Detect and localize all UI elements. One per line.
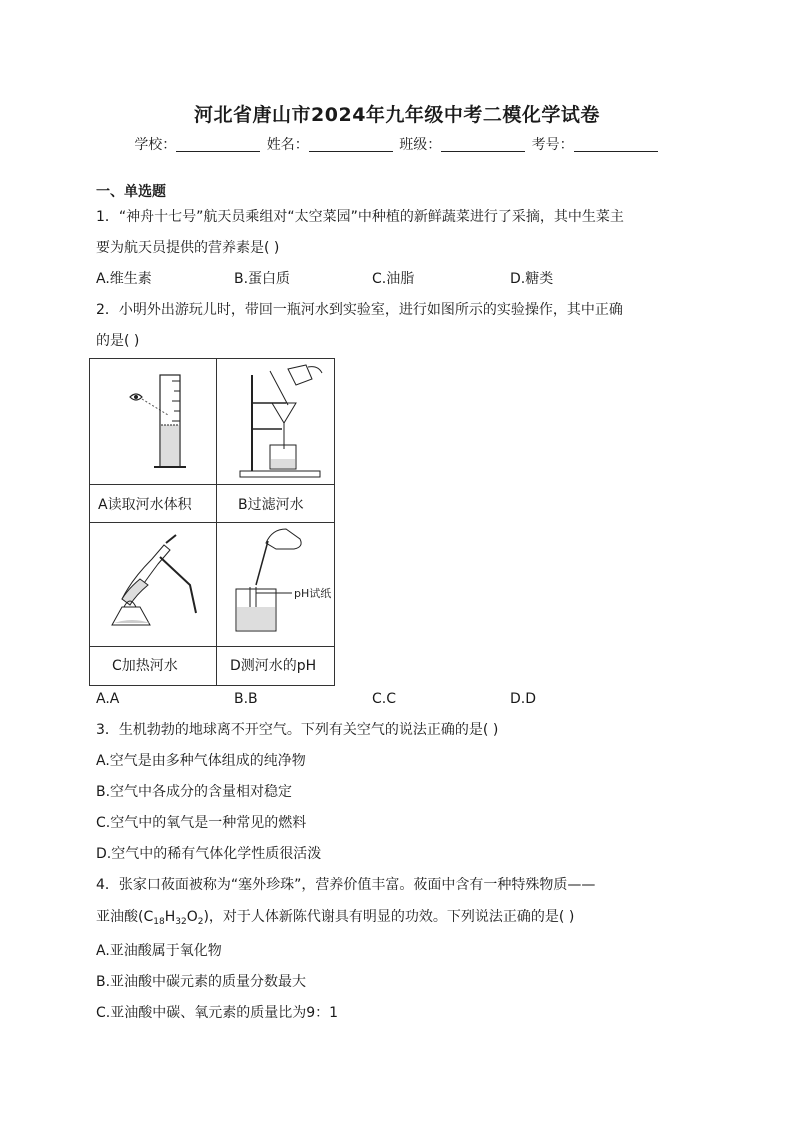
figure-caption-b: B过滤河水 bbox=[238, 497, 304, 513]
q2-option-a[interactable]: A.A bbox=[96, 691, 120, 707]
section-heading: 一、单选题 bbox=[96, 184, 166, 200]
figure-caption-a: A读取河水体积 bbox=[98, 497, 192, 513]
school-label: 学校： bbox=[134, 137, 177, 153]
q2-option-b[interactable]: B.B bbox=[234, 691, 258, 707]
grid-divider bbox=[90, 646, 334, 647]
q4-stem-line1: 4．张家口莜面被称为“塞外珍珠”，营养价值丰富。莜面中含有一种特殊物质—— bbox=[96, 877, 596, 893]
figure-caption-d: D测河水的pH bbox=[230, 658, 317, 674]
q1-option-a[interactable]: A.维生素 bbox=[96, 271, 152, 287]
q2-stem-line1: 2．小明外出游玩儿时，带回一瓶河水到实验室，进行如图所示的实验操作，其中正确 bbox=[96, 302, 623, 318]
student-info-row bbox=[0, 134, 794, 154]
q4-stem-line2 bbox=[96, 906, 574, 927]
exam-title: 河北省唐山市2024年九年级中考二模化学试卷 bbox=[194, 104, 600, 126]
q3-option-b[interactable]: B.空气中各成分的含量相对稳定 bbox=[96, 784, 293, 800]
class-blank[interactable] bbox=[441, 137, 525, 152]
linoleic-acid-formula: $C_{18}H_{32}O_2$ bbox=[143, 909, 204, 927]
q3-option-c[interactable]: C.空气中的氧气是一种常见的燃料 bbox=[96, 815, 307, 831]
q3-option-a[interactable]: A.空气是由多种气体组成的纯净物 bbox=[96, 753, 306, 769]
q1-option-c[interactable]: C.油脂 bbox=[372, 271, 415, 287]
name-label: 姓名： bbox=[266, 137, 309, 153]
q1-stem-line1: 1．“神舟十七号”航天员乘组对“太空菜园”中种植的新鲜蔬菜进行了采摘，其中生菜主 bbox=[96, 209, 624, 225]
q4-option-c[interactable]: C.亚油酸中碳、氧元素的质量比为9：1 bbox=[96, 1005, 339, 1021]
q4-option-a[interactable]: A.亚油酸属于氧化物 bbox=[96, 943, 222, 959]
number-label: 考号： bbox=[531, 137, 574, 153]
class-label: 班级： bbox=[399, 137, 442, 153]
q2-option-c[interactable]: C.C bbox=[372, 691, 397, 707]
ph-paper-label: pH试纸 bbox=[294, 587, 332, 600]
heating-figure bbox=[102, 529, 212, 639]
experiment-figure-grid bbox=[89, 358, 335, 686]
graduated-cylinder-figure bbox=[110, 367, 200, 477]
ph-test-figure bbox=[226, 527, 334, 642]
grid-divider bbox=[90, 484, 334, 485]
q4-text-pre: 亚油酸( bbox=[96, 909, 144, 925]
q3-option-d[interactable]: D.空气中的稀有气体化学性质很活泼 bbox=[96, 846, 322, 862]
figure-caption-c: C加热河水 bbox=[112, 658, 178, 674]
name-blank[interactable] bbox=[309, 137, 393, 152]
q1-option-b[interactable]: B.蛋白质 bbox=[234, 271, 291, 287]
q1-option-d[interactable]: D.糖类 bbox=[510, 271, 554, 287]
q2-stem-line2: 的是( ) bbox=[96, 333, 140, 349]
q4-text-post: )，对于人体新陈代谢具有明显的功效。下列说法正确的是( ) bbox=[203, 909, 575, 925]
q1-stem-line2: 要为航天员提供的营养素是( ) bbox=[96, 240, 280, 256]
q3-stem: 3．生机勃勃的地球离不开空气。下列有关空气的说法正确的是( ) bbox=[96, 722, 499, 738]
school-blank[interactable] bbox=[176, 137, 260, 152]
q2-option-d[interactable]: D.D bbox=[510, 691, 537, 707]
filtration-figure bbox=[230, 363, 330, 481]
q4-option-b[interactable]: B.亚油酸中碳元素的质量分数最大 bbox=[96, 974, 307, 990]
grid-divider bbox=[90, 522, 334, 523]
number-blank[interactable] bbox=[574, 137, 658, 152]
